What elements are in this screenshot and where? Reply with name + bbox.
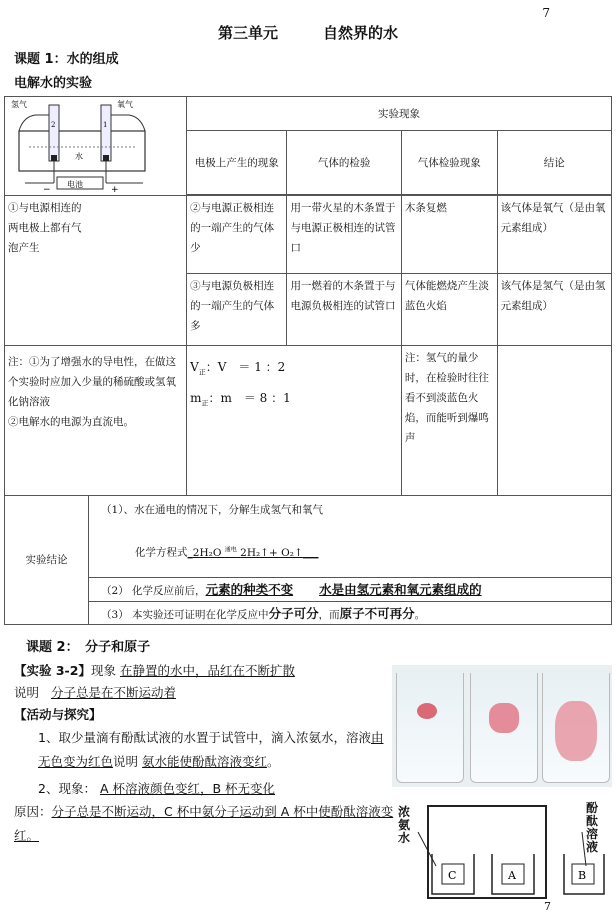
electrode-3-cell: ③与电源负极相连的一端产生的气体多	[187, 274, 287, 346]
electrode-2-cell: ②与电源正极相连的一端产生的气体少	[187, 196, 287, 274]
right-tube-mark: 1	[103, 121, 108, 129]
conclusion-1-cell: 该气体是氧气（是由氧元素组成）	[497, 196, 611, 274]
lesson2-text-block	[14, 660, 394, 848]
activity-1-text: 1、取少量滴有酚酞试液的水置于试管中，滴入浓氨水，溶液由无色变为红色说明 氨水能使酚酞溶液变红。	[38, 730, 384, 769]
experiment-phenomenon: 在静置的水中，品红在不断扩散	[119, 663, 295, 678]
page-number-bottom: 7	[544, 900, 551, 913]
electrode-1-cell	[5, 196, 187, 346]
electrolysis-apparatus-illustration	[5, 97, 161, 195]
electrolysis-table	[4, 96, 612, 625]
test-2-cell: 用一燃着的木条置于与电源负极相连的试管口	[287, 274, 401, 346]
conclusion-1-block	[89, 496, 611, 578]
result-2-cell: 气体能燃烧产生淡蓝色火焰	[401, 274, 497, 346]
water-composition: 水是由氢元素和氧元素组成的	[319, 582, 482, 597]
conclusion-3-block: （3） 本实验还可证明在化学反应中分子可分，而原子不可再分。	[101, 606, 426, 621]
reason-text: 原因：分子总是不断运动，C 杯中氨分子运动到 A 杯中使酚酞溶液变红。	[14, 804, 394, 843]
col-gas-test-header: 气体的检验	[287, 131, 401, 194]
result-1-cell: 木条复燃	[401, 196, 497, 274]
chemical-equation: 化学方程式_2H₂O $^{通电}$ 2H₂↑+ O₂↑___	[135, 546, 319, 559]
note-right-cell: 注：氢气的量少时，在检验时往往看不到淡蓝色火焰，而能听到爆鸣声	[401, 346, 497, 496]
conclusion-content-cell	[89, 496, 612, 625]
conclusion-label-cell: 实验结论	[5, 496, 89, 625]
beaker-c-label: C	[448, 869, 457, 882]
left-tube-mark: 2	[51, 121, 56, 129]
lesson2-title: 课题 2： 分子和原子	[26, 640, 151, 655]
conclusion-2-cell: 该气体是氢气（是由氢元素组成）	[497, 274, 611, 346]
lesson1-subtitle: 电解水的实验	[14, 76, 93, 91]
explain-line: 说明 分子总是在不断运动着	[14, 685, 176, 700]
plus-sign: +	[111, 185, 119, 195]
empty-cell	[497, 346, 611, 496]
mass-ratio: $m_正$：m ＝ 8 ：1	[190, 391, 291, 408]
ammonia-label: 浓氨水	[398, 805, 411, 845]
note-left-text-2: ②电解水的电源为直流电。	[8, 416, 134, 428]
beaker-1	[396, 673, 464, 783]
col-electrode-header: 电极上产生的现象	[187, 131, 287, 194]
activity-label: 【活动与探究】	[14, 707, 102, 722]
page-number-top: 7	[542, 6, 550, 20]
beaker-b-label: B	[578, 869, 587, 882]
col-conclusion-header: 结论	[497, 131, 611, 194]
beaker-3	[542, 673, 610, 783]
electrolysis-diagram	[5, 97, 187, 196]
note-left-cell	[5, 346, 187, 496]
beaker-2	[470, 673, 538, 783]
col-gas-test-result-header: 气体检验现象	[401, 131, 497, 194]
note-left-text: 注：①为了增强水的导电性，在做这个实验时应加入少量的稀硫酸或氢氧化钠溶液	[8, 356, 176, 408]
beaker-photo	[392, 665, 612, 787]
water-label: 水	[75, 152, 83, 161]
ratio-cell	[187, 346, 402, 496]
lesson1-title: 课题 1：水的组成	[14, 52, 119, 67]
minus-sign: −	[43, 185, 51, 195]
activity-2-text: 2、现象： A 杯溶液颜色变红，B 杯无变化	[38, 781, 276, 796]
conclusion-2-block: （2） 化学反应前后，元素的种类不变 水是由氢元素和氧元素组成的	[89, 578, 611, 602]
beaker-a-label: A	[508, 869, 516, 882]
hydrogen-label: 氢气	[11, 100, 27, 109]
element-type-unchanged: 元素的种类不变	[205, 582, 294, 597]
conclusion-1-text: （1）、水在通电的情况下，分解生成氢气和氧气	[101, 504, 323, 516]
experiment-line: 【实验 3-2】现象 在静置的水中，品红在不断扩散	[14, 663, 295, 678]
volume-ratio: $V_正$：V ＝ 1 ：2	[190, 360, 286, 377]
electrode-1-text: ①与电源相连的两电极上都有气泡产生	[8, 202, 82, 254]
ammonia-experiment-diagram	[396, 796, 612, 902]
experiment-explanation: 分子总是在不断运动着	[50, 685, 176, 700]
oxygen-label: 氧气	[117, 100, 133, 109]
battery-label: 电池	[67, 180, 83, 189]
test-1-cell: 用一带火星的木条置于与电源正极相连的试管口	[287, 196, 401, 274]
phenomena-header: 实验现象	[187, 97, 612, 131]
phenolphthalein-label: 酚酞溶液	[586, 801, 599, 854]
unit-title: 第三单元 自然界的水	[217, 24, 398, 42]
